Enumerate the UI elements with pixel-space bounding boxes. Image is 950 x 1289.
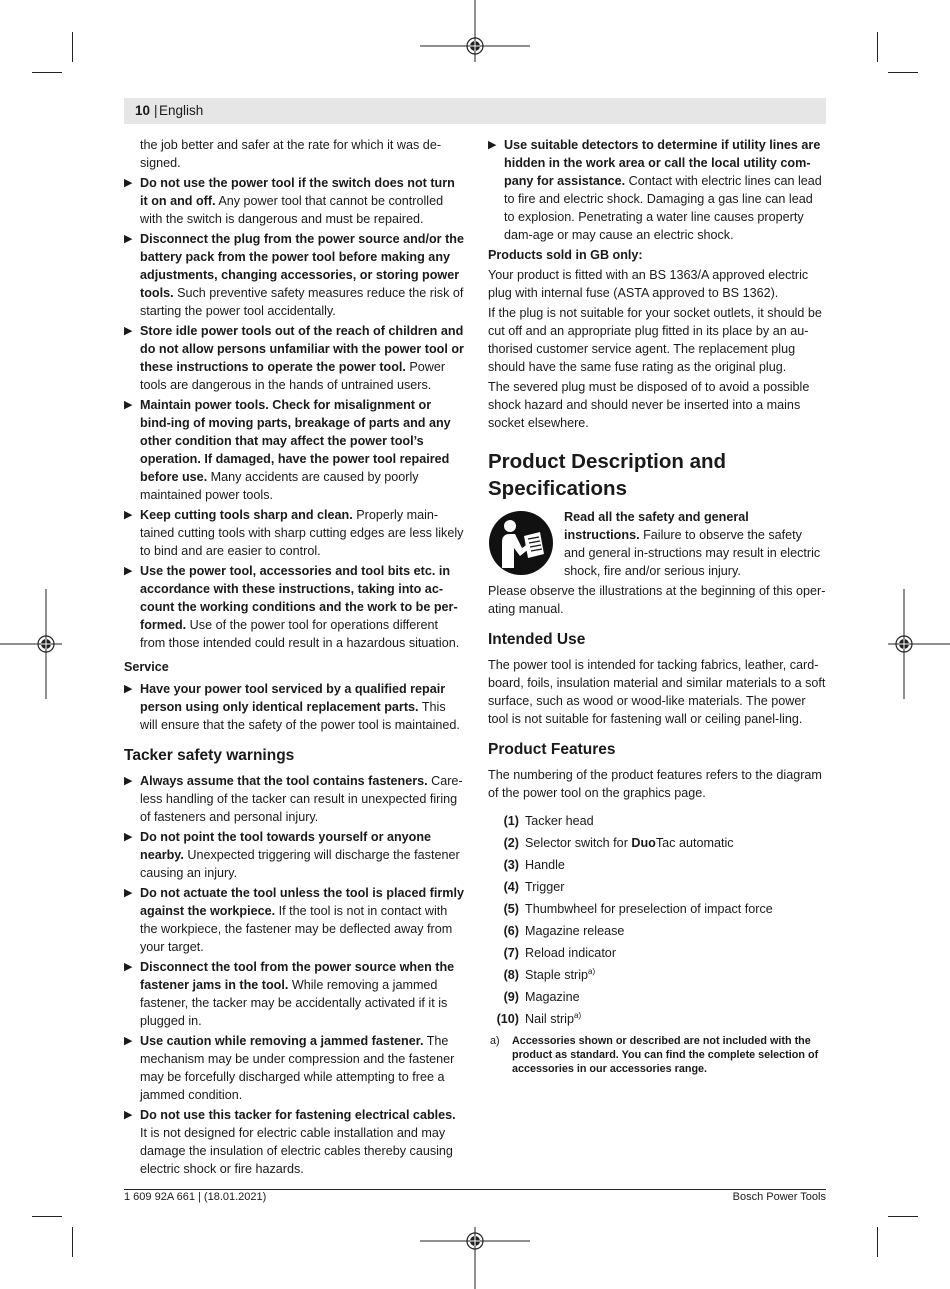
feature-number: (1): [503, 814, 519, 828]
safety-notice: [488, 508, 826, 580]
triangle-right-icon: ▶: [124, 233, 133, 245]
header-separator: |: [154, 103, 158, 118]
bullet-bold: Have your power tool serviced by a qualified repair person using only identical replacement parts.: [140, 682, 446, 714]
bullet-text: Properly main-tained cutting tools with sharp cutting edges are less likely to bind and are easier to control.: [140, 508, 464, 558]
notice-text: Failure to observe the safety and general in-structions may result in electric shock, fire and/or serious injury.: [564, 528, 821, 578]
bullet-bold: Always assume that the tool contains fasteners.: [140, 774, 428, 788]
list-item: [488, 876, 826, 898]
list-item: [124, 396, 464, 504]
list-item: [124, 506, 464, 560]
bullet-text: Care-less handling of the tacker can result in unexpected firing of fasteners and personal injury.: [140, 774, 463, 824]
feature-label: Nail strip$^{a)}$: [525, 1010, 582, 1026]
bullet-text: If the tool is not in contact with the workpiece, the fastener may be deflected away from your target.: [140, 904, 453, 954]
gb-paragraph: The severed plug must be disposed of to avoid a possible shock hazard and should never be inserted into a mains socket elsewhere.: [488, 380, 810, 430]
feature-label: Trigger: [525, 880, 565, 894]
crop-mark: [72, 32, 73, 62]
crop-mark: [888, 1216, 918, 1217]
triangle-right-icon: ▶: [124, 325, 133, 337]
feature-number: (10): [496, 1012, 519, 1026]
registration-mark-icon: [0, 589, 62, 699]
feature-label: Thumbwheel for preselection of impact force: [525, 902, 773, 916]
bullet-text: Contact with electric lines can lead to fire and electric shock. Damaging a gas line can lead to explosion. Penetrating a water line causes property dam-age or may cause an electric shock.: [504, 174, 822, 242]
tacker-bullet-list: [124, 772, 464, 1178]
bullet-bold: Store idle power tools out of the reach of children and do not allow persons unfamiliar with the power tool or these instructions to operate the power tool.: [140, 324, 464, 374]
bullet-text: Any power tool that cannot be controlled with the switch is dangerous and must be repaired.: [140, 194, 444, 226]
list-item: [124, 1106, 464, 1178]
page-header: [124, 98, 826, 124]
gb-paragraph: Your product is fitted with an BS 1363/A approved electric plug with internal fuse (ASTA approved to BS 1362).: [488, 268, 809, 300]
bullet-text: Power tools are dangerous in the hands of untrained users.: [140, 360, 446, 392]
section-title-line: Specifications: [488, 477, 627, 500]
footer-rule: [124, 1189, 826, 1190]
triangle-right-icon: ▶: [124, 1109, 133, 1121]
bullet-bold: Maintain power tools. Check for misalignment or bind-ing of moving parts, breakage of parts and any other condition that may affect the power tool’s operation. If damaged, have the power tool repaired before use.: [140, 398, 451, 484]
brand-name: Bosch Power Tools: [732, 1191, 826, 1203]
registration-mark-icon: [420, 1227, 530, 1289]
list-item: [124, 828, 464, 882]
list-item: [124, 884, 464, 956]
read-manual-icon: [488, 510, 554, 576]
bullet-text: This will ensure that the safety of the power tool is maintained.: [140, 700, 460, 732]
bullet-bold: Do not use this tacker for fastening electrical cables.: [140, 1108, 456, 1122]
section-title-line: Product Description and: [488, 450, 727, 473]
list-item: [488, 898, 826, 920]
tacker-heading: Tacker safety warnings: [124, 747, 295, 764]
bullet-text: Such preventive safety measures reduce the risk of starting the power tool accidentally.: [140, 286, 464, 318]
feature-number: (8): [503, 968, 519, 982]
triangle-right-icon: ▶: [124, 1035, 133, 1047]
feature-number: (4): [503, 880, 519, 894]
service-heading: Service: [124, 660, 169, 674]
bullet-bold: Use caution while removing a jammed fastener.: [140, 1034, 424, 1048]
bullet-bold: Do not actuate the tool unless the tool is placed firmly against the workpiece.: [140, 886, 464, 918]
features-intro: The numbering of the product features refers to the diagram of the power tool on the graphics page.: [488, 768, 822, 800]
triangle-right-icon: ▶: [124, 399, 133, 411]
list-item: [488, 854, 826, 876]
gb-paragraph: If the plug is not suitable for your socket outlets, it should be cut off and an appropriate plug fitted in its place by an au-thorised customer service agent. The replacement plug should have the same fuse rating as the original plug.: [488, 306, 822, 374]
crop-mark: [32, 72, 62, 73]
list-item: [488, 986, 826, 1008]
triangle-right-icon: ▶: [124, 509, 133, 521]
crop-mark: [72, 1227, 73, 1257]
feature-label: Staple strip$^{a)}$: [525, 966, 596, 982]
feature-label: Handle: [525, 858, 565, 872]
bullet-bold: Disconnect the plug from the power source and/or the battery pack from the power tool before making any adjustments, changing accessories, or storing power tools.: [140, 232, 464, 300]
bullet-text: It is not designed for electric cable installation and may damage the insulation of electric cables thereby causing electric shock or fire hazards.: [140, 1126, 453, 1176]
page-number: 10: [135, 103, 151, 118]
feature-number: (2): [503, 836, 519, 850]
triangle-right-icon: ▶: [488, 139, 497, 151]
list-item: [488, 920, 826, 942]
list-item: [124, 772, 464, 826]
list-item: [124, 958, 464, 1030]
registration-mark-icon: [888, 589, 950, 699]
bullet-text: While removing a jammed fastener, the tacker may be accidentally activated if it is plugged in.: [140, 978, 448, 1028]
list-item: [124, 1032, 464, 1104]
list-item: [488, 942, 826, 964]
list-item: [124, 322, 464, 394]
header-language: English: [159, 103, 204, 118]
bullet-bold: Use suitable detectors to determine if utility lines are hidden in the work area or call the local utility com-pany for assistance.: [504, 138, 821, 188]
feature-label: Magazine: [525, 990, 580, 1004]
feature-number: (7): [503, 946, 519, 960]
footnote: [488, 1034, 826, 1076]
list-item: [488, 136, 826, 244]
feature-label: Magazine release: [525, 924, 625, 938]
list-item: [488, 810, 826, 832]
feature-number: (9): [503, 990, 519, 1004]
list-item: [124, 562, 464, 652]
bullet-bold: Use the power tool, accessories and tool bits etc. in accordance with these instructions, taking into ac-count the working conditions and the work to be per-formed.: [140, 564, 458, 632]
feature-number: (5): [503, 902, 519, 916]
bullet-bold: Do not point the tool towards yourself or anyone nearby.: [140, 830, 432, 862]
intro-continuation: the job better and safer at the rate for which it was de-signed.: [140, 138, 442, 170]
doc-number: 1 609 92A 661 | (18.01.2021): [124, 1191, 267, 1203]
crop-mark: [877, 1227, 878, 1257]
intended-use-heading: Intended Use: [488, 631, 586, 648]
bullet-text: Unexpected triggering will discharge the fastener causing an injury.: [140, 848, 460, 880]
list-item: [488, 964, 826, 986]
list-item: [488, 1008, 826, 1030]
registration-mark-icon: [420, 0, 530, 62]
list-item: [124, 230, 464, 320]
list-item: [124, 680, 464, 734]
triangle-right-icon: ▶: [124, 565, 133, 577]
feature-label: Tacker head: [525, 814, 594, 828]
bullet-text: The mechanism may be under compression and the fastener may be forcefully discharged while attempting to free a jammed condition.: [140, 1034, 455, 1102]
triangle-right-icon: ▶: [124, 775, 133, 787]
triangle-right-icon: ▶: [124, 887, 133, 899]
bullet-text: Use of the power tool for operations different from those intended could result in a hazardous situation.: [140, 618, 460, 650]
feature-number: (6): [503, 924, 519, 938]
bullet-bold: Keep cutting tools sharp and clean.: [140, 508, 353, 522]
crop-mark: [888, 72, 918, 73]
left-column: [124, 136, 464, 1180]
crop-mark: [877, 32, 878, 62]
features-list: [488, 810, 826, 1030]
right-column: [488, 136, 826, 1076]
notice-bold: Read all the safety and general instructions.: [564, 510, 749, 542]
feature-label: Selector switch for DuoTac automatic: [525, 836, 734, 850]
triangle-right-icon: ▶: [124, 683, 133, 695]
triangle-right-icon: ▶: [124, 831, 133, 843]
feature-label: Reload indicator: [525, 946, 617, 960]
bullet-bold: Do not use the power tool if the switch does not turn it on and off.: [140, 176, 455, 208]
triangle-right-icon: ▶: [124, 961, 133, 973]
bullet-text: Many accidents are caused by poorly maintained power tools.: [140, 470, 419, 502]
bullet-bold: Disconnect the tool from the power source when the fastener jams in the tool.: [140, 960, 455, 992]
illustrations-note: Please observe the illustrations at the beginning of this oper-ating manual.: [488, 584, 826, 616]
list-item: [488, 832, 826, 854]
section-title: [488, 448, 826, 502]
features-heading: Product Features: [488, 741, 616, 758]
intended-use-text: The power tool is intended for tacking fabrics, leather, card-board, foils, insulation material and similar materials to a soft surface, such as wood or wood-like materials. The power tool is not suitable for fastening wall or ceiling panel-ling.: [488, 658, 826, 726]
footnote-ref: a): [588, 966, 596, 976]
footnote-text: Accessories shown or described are not included with the product as standard. You can find the complete selection of accessories in our accessories range.: [512, 1035, 819, 1075]
safety-bullet-list: [124, 174, 464, 652]
footnote-ref: a): [574, 1010, 582, 1020]
gb-heading: Products sold in GB only:: [488, 248, 643, 262]
footnote-label: a): [490, 1035, 500, 1047]
triangle-right-icon: ▶: [124, 177, 133, 189]
list-item: [124, 174, 464, 228]
crop-mark: [32, 1216, 62, 1217]
feature-number: (3): [503, 858, 519, 872]
